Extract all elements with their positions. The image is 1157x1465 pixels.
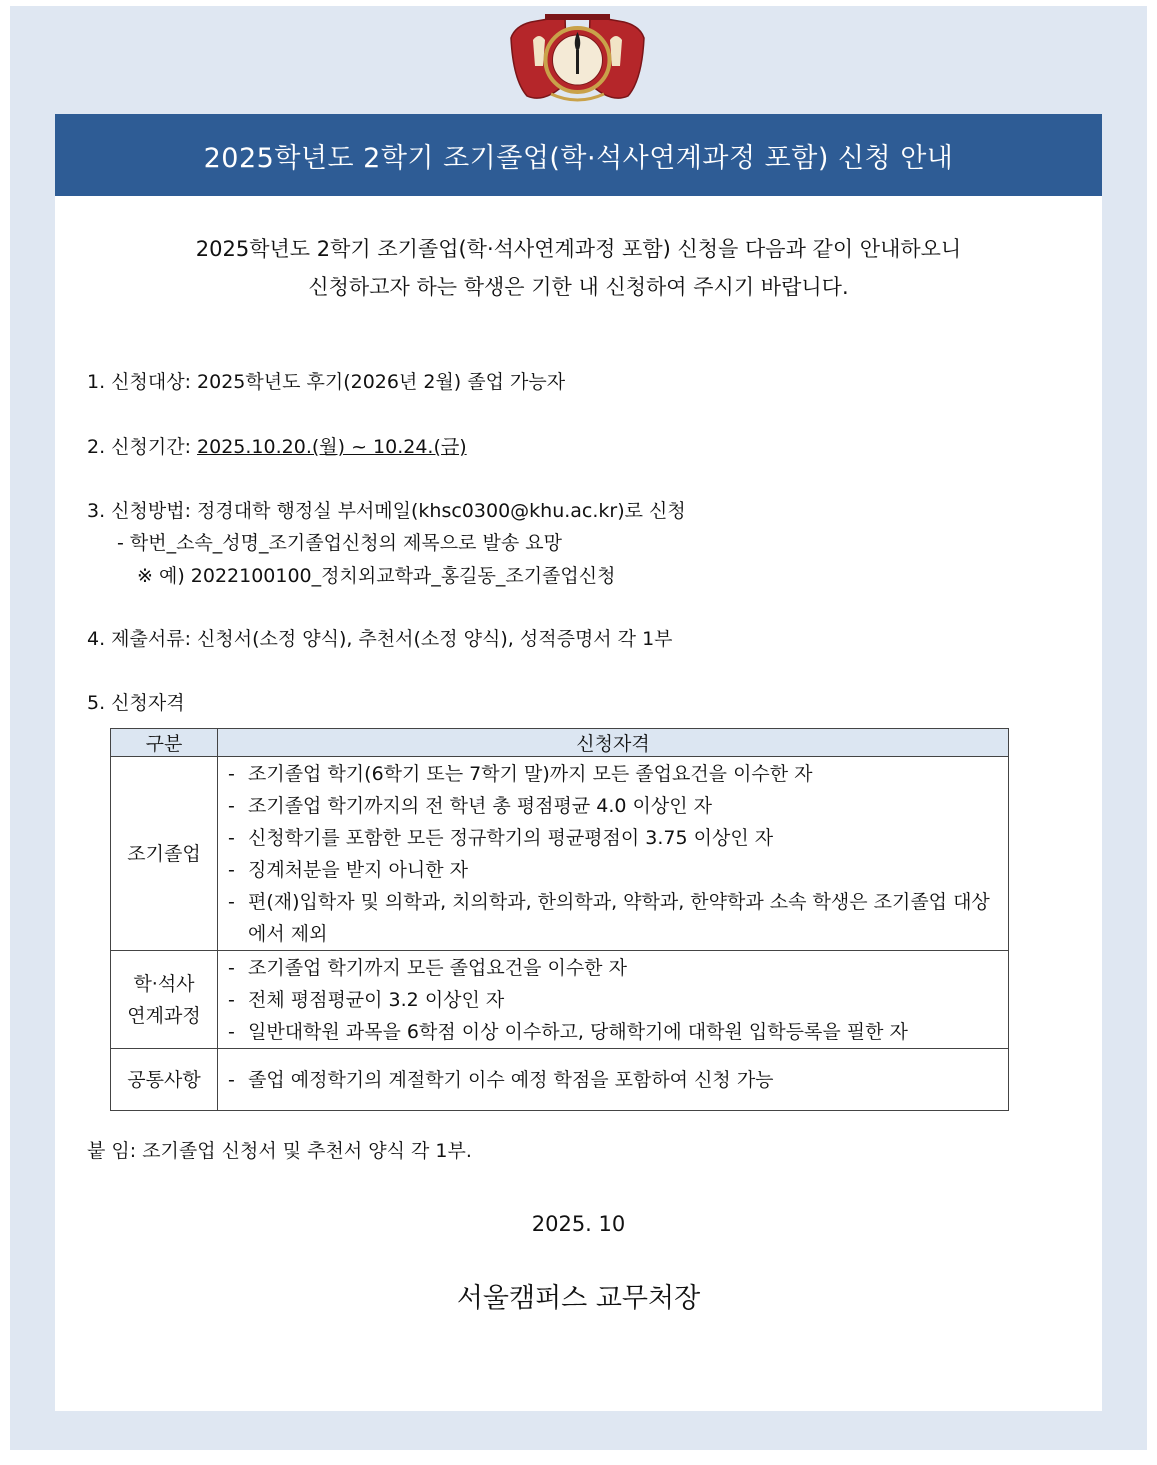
header-qualification: 신청자격 [218, 729, 1009, 757]
item-method [87, 496, 686, 523]
row-category: 공통사항 [111, 1049, 218, 1111]
qualification-table [110, 728, 1009, 1111]
intro-line-2: 신청하고자 하는 학생은 기한 내 신청하여 주시기 바랍니다. [308, 275, 849, 299]
university-emblem-icon [505, 10, 650, 110]
item-target-label: 1. 신청대상: [87, 371, 198, 393]
item-method-example: ※ 예) 2022100100_정치외교학과_홍길동_조기졸업신청 [137, 565, 616, 587]
condition-item: - 졸업 예정학기의 계절학기 이수 예정 학점을 포함하여 신청 가능 [228, 1069, 774, 1091]
table-row-common [111, 1049, 1009, 1111]
table-header-row [111, 729, 1009, 757]
item-period-label: 2. 신청기간: [87, 436, 198, 458]
condition-item: - 편(재)입학자 및 의학과, 치의학과, 한의학과, 약학과, 한약학과 소속 학생은 조기졸업 대상에서 제외 [228, 891, 990, 945]
attachment-note: 붙 임: 조기졸업 신청서 및 추천서 양식 각 1부. [87, 1140, 472, 1162]
header-category: 구분 [111, 729, 218, 757]
item-docs-label: 4. 제출서류: [87, 628, 198, 650]
intro-paragraph [55, 230, 1102, 306]
item-target [87, 367, 565, 394]
condition-item: - 징계처분을 받지 아니한 자 [228, 859, 469, 881]
condition-item: - 일반대학원 과목을 6학점 이상 이수하고, 당해학기에 대학원 입학등록을 필한 자 [228, 1021, 908, 1043]
condition-item: - 조기졸업 학기(6학기 또는 7학기 말)까지 모든 졸업요건을 이수한 자 [228, 763, 813, 785]
table-row-bachelor-master [111, 951, 1009, 1049]
row-conditions [218, 757, 1009, 951]
document-date: 2025. 10 [531, 1212, 626, 1236]
item-qualification-heading: 5. 신청자격 [87, 692, 185, 714]
intro-line-1: 2025학년도 2학기 조기졸업(학·석사연계과정 포함) 신청을 다음과 같이 안내하오니 [195, 237, 962, 261]
condition-item: - 신청학기를 포함한 모든 정규학기의 평균평점이 3.75 이상인 자 [228, 827, 774, 849]
document-title: 2025학년도 2학기 조기졸업(학·석사연계과정 포함) 신청 안내 [55, 114, 1102, 196]
condition-item: - 조기졸업 학기까지의 전 학년 총 평점평균 4.0 이상인 자 [228, 795, 712, 817]
signature: 서울캠퍼스 교무처장 [456, 1283, 701, 1314]
condition-item: - 전체 평점평균이 3.2 이상인 자 [228, 989, 505, 1011]
item-docs [87, 624, 673, 651]
item-period [87, 432, 467, 459]
item-method-label: 3. 신청방법: [87, 500, 198, 522]
item-method-note: - 학번_소속_성명_조기졸업신청의 제목으로 발송 요망 [117, 532, 562, 554]
item-docs-value: 신청서(소정 양식), 추천서(소정 양식), 성적증명서 각 1부 [197, 628, 673, 650]
item-target-value: 2025학년도 후기(2026년 2월) 졸업 가능자 [197, 371, 566, 393]
item-method-value: 정경대학 행정실 부서메일(khsc0300@khu.ac.kr)로 신청 [197, 500, 686, 522]
row-conditions [218, 1049, 1009, 1111]
row-category: 조기졸업 [111, 757, 218, 951]
condition-item: - 조기졸업 학기까지 모든 졸업요건을 이수한 자 [228, 957, 627, 979]
table-row-early-graduation [111, 757, 1009, 951]
row-conditions [218, 951, 1009, 1049]
item-period-value: 2025.10.20.(월) ~ 10.24.(금) [197, 436, 467, 458]
row-category: 학·석사 연계과정 [111, 951, 218, 1049]
